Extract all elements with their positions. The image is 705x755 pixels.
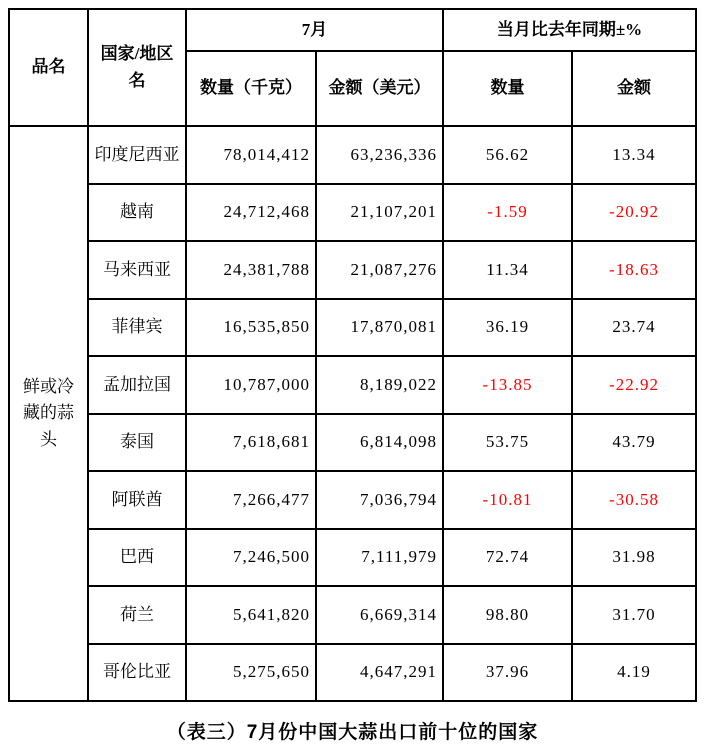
- amount-cell: 8,189,022: [316, 356, 443, 414]
- amount-cell: 7,036,794: [316, 471, 443, 529]
- amount-yoy-cell: -18.63: [572, 241, 696, 299]
- quantity-yoy-cell: 56.62: [443, 126, 572, 184]
- product-name-cell: 鲜或冷藏的蒜头: [9, 126, 88, 701]
- amount-yoy-cell: 4.19: [572, 644, 696, 702]
- header-country-region: 国家/地区名: [88, 9, 186, 126]
- quantity-cell: 7,618,681: [186, 414, 316, 472]
- amount-cell: 63,236,336: [316, 126, 443, 184]
- amount-cell: 17,870,081: [316, 299, 443, 357]
- amount-cell: 7,111,979: [316, 529, 443, 587]
- quantity-yoy-cell: 11.34: [443, 241, 572, 299]
- quantity-cell: 7,266,477: [186, 471, 316, 529]
- quantity-yoy-cell: -1.59: [443, 184, 572, 242]
- table-row: [9, 126, 696, 184]
- country-cell: 巴西: [88, 529, 186, 587]
- amount-yoy-cell: 31.98: [572, 529, 696, 587]
- country-cell: 孟加拉国: [88, 356, 186, 414]
- header-amount-usd: 金额（美元）: [316, 51, 443, 126]
- quantity-cell: 5,275,650: [186, 644, 316, 702]
- header-group-row: [9, 9, 696, 51]
- table-row: [9, 241, 696, 299]
- amount-yoy-cell: 31.70: [572, 586, 696, 644]
- country-cell: 印度尼西亚: [88, 126, 186, 184]
- amount-yoy-cell: 23.74: [572, 299, 696, 357]
- country-cell: 泰国: [88, 414, 186, 472]
- country-cell: 越南: [88, 184, 186, 242]
- country-cell: 菲律宾: [88, 299, 186, 357]
- amount-cell: 21,107,201: [316, 184, 443, 242]
- header-july-group: 7月: [186, 9, 443, 51]
- amount-yoy-cell: -30.58: [572, 471, 696, 529]
- amount-cell: 4,647,291: [316, 644, 443, 702]
- country-cell: 马来西亚: [88, 241, 186, 299]
- table-row: [9, 529, 696, 587]
- header-amount-yoy: 金额: [572, 51, 696, 126]
- amount-cell: 21,087,276: [316, 241, 443, 299]
- table-caption: （表三）7月份中国大蒜出口前十位的国家: [166, 722, 539, 743]
- header-quantity-kg: 数量（千克）: [186, 51, 316, 126]
- header-yoy-group: 当月比去年同期±%: [443, 9, 696, 51]
- quantity-cell: 7,246,500: [186, 529, 316, 587]
- quantity-yoy-cell: -13.85: [443, 356, 572, 414]
- quantity-cell: 78,014,412: [186, 126, 316, 184]
- table-row: [9, 356, 696, 414]
- quantity-yoy-cell: 37.96: [443, 644, 572, 702]
- quantity-cell: 24,381,788: [186, 241, 316, 299]
- country-cell: 荷兰: [88, 586, 186, 644]
- quantity-cell: 10,787,000: [186, 356, 316, 414]
- table-row: [9, 586, 696, 644]
- table-row: [9, 471, 696, 529]
- quantity-cell: 24,712,468: [186, 184, 316, 242]
- table-row: [9, 299, 696, 357]
- amount-cell: 6,814,098: [316, 414, 443, 472]
- amount-yoy-cell: 13.34: [572, 126, 696, 184]
- header-product-name: 品名: [9, 9, 88, 126]
- amount-yoy-cell: 43.79: [572, 414, 696, 472]
- quantity-cell: 5,641,820: [186, 586, 316, 644]
- quantity-yoy-cell: 72.74: [443, 529, 572, 587]
- amount-yoy-cell: -20.92: [572, 184, 696, 242]
- country-cell: 阿联酋: [88, 471, 186, 529]
- amount-yoy-cell: -22.92: [572, 356, 696, 414]
- amount-cell: 6,669,314: [316, 586, 443, 644]
- quantity-cell: 16,535,850: [186, 299, 316, 357]
- quantity-yoy-cell: -10.81: [443, 471, 572, 529]
- table-row: [9, 414, 696, 472]
- quantity-yoy-cell: 36.19: [443, 299, 572, 357]
- quantity-yoy-cell: 53.75: [443, 414, 572, 472]
- header-quantity-yoy: 数量: [443, 51, 572, 126]
- quantity-yoy-cell: 98.80: [443, 586, 572, 644]
- country-cell: 哥伦比亚: [88, 644, 186, 702]
- table-row: [9, 644, 696, 702]
- garlic-export-table: [8, 8, 697, 702]
- table-row: [9, 184, 696, 242]
